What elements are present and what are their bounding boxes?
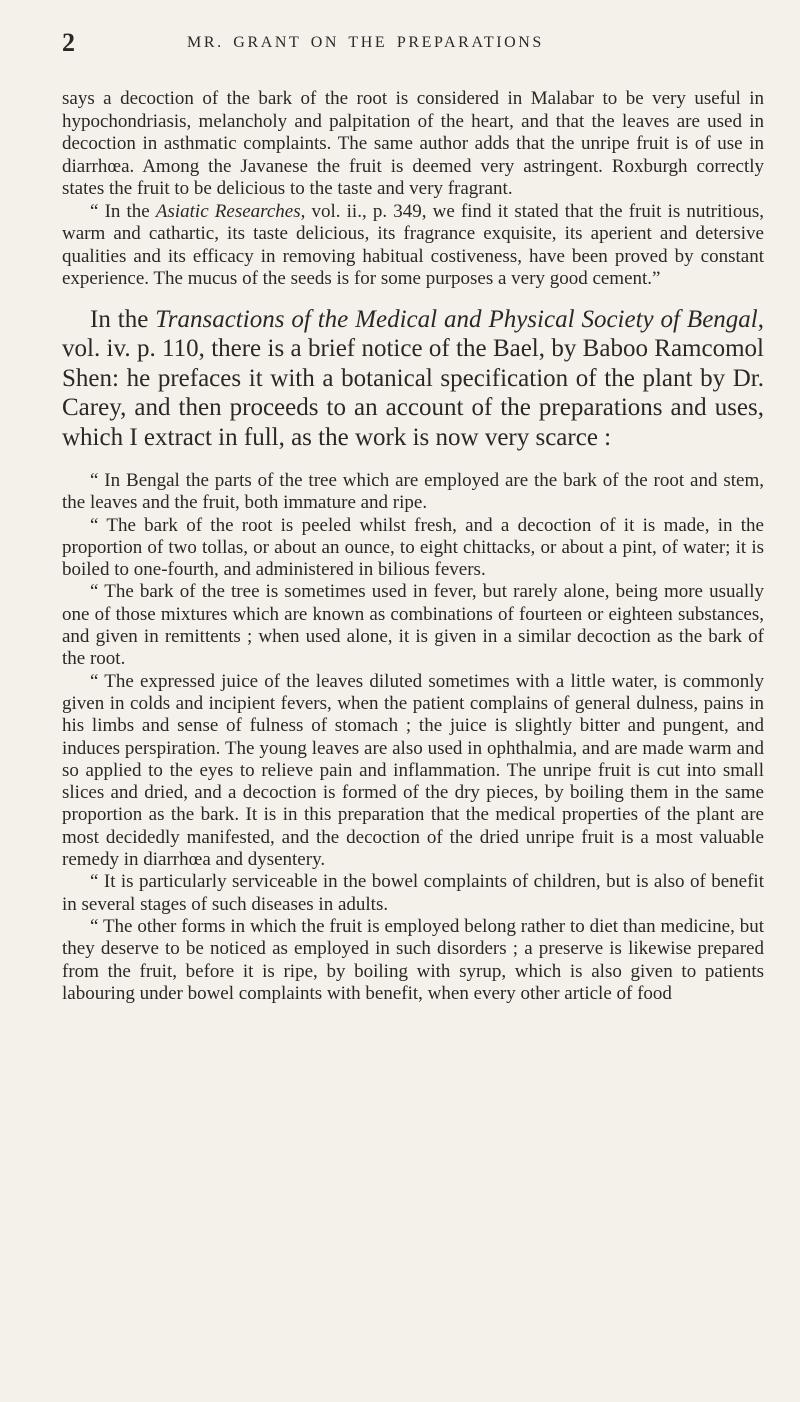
main-body: , vol. iv. p. 110, there is a brief notice of the Bael, by Baboo Ramcomol Shen: he prefaces it with a botanical specification of the plant by Dr. Carey, and then proceeds to an account of the preparations and uses, which I extract in full, as the work is now very scarce : xyxy=(62,305,764,451)
running-title: MR. GRANT ON THE PREPARATIONS xyxy=(187,34,544,51)
extract-paragraph: “ The other forms in which the fruit is employed belong rather to diet than medicine, but they deserve to be noticed as employed in such disorders ; a preserve is likewise prepared from the fruit, before it is ripe, by boiling with syrup, which is also given to patients labouring under bowel complaints with benefit, when every other article of food xyxy=(62,915,764,1004)
main-paragraph xyxy=(62,305,764,453)
quote-body: , vol. ii., p. 349, we find it stated that the fruit is nutritious, warm and cathartic, its taste delicious, its fragrance exquisite, its aperient and detersive qualities and its efficacy in removing habitual costiveness, have been proved by constant experience. The mucus of the seeds is for some purposes a very good cement.” xyxy=(62,200,764,289)
quote-lead: “ In the xyxy=(90,200,156,222)
extract-section xyxy=(62,470,764,1005)
asiatic-researches-quote xyxy=(62,201,764,291)
running-head xyxy=(62,28,764,58)
asiatic-researches-title: Asiatic Researches xyxy=(155,200,301,222)
page-number: 2 xyxy=(62,28,75,57)
extract-paragraph: “ The expressed juice of the leaves diluted sometimes with a little water, is commonly given in colds and incipient fevers, when the patient complains of general dulness, pains in his limbs and sense of fulness of stomach ; the juice is slightly bitter and pungent, and induces perspiration. The young leaves are also used in ophthalmia, and are made warm and so applied to the eyes to relieve pain and inflammation. The unripe fruit is cut into small slices and dried, and a decoction is formed of the dry pieces, by boiling them in the same proportion as the bark. It is in this preparation that the medical properties of the plant are most decidedly manifested, and the decoction of the dried unripe fruit is a most valuable remedy in diarrhœa and dysentery. xyxy=(62,670,764,871)
body-text xyxy=(62,88,764,1005)
extract-paragraph: “ It is particularly serviceable in the bowel complaints of children, but is also of benefit in several stages of such diseases in adults. xyxy=(62,871,764,915)
main-lead: In the xyxy=(90,305,156,333)
extract-paragraph: “ In Bengal the parts of the tree which are employed are the bark of the root and stem, the leaves and the fruit, both immature and ripe. xyxy=(62,470,764,514)
extract-paragraph: “ The bark of the tree is sometimes used in fever, but rarely alone, being more usually one of those mixtures which are known as combinations of fourteen or eighteen substances, and given in remittents ; when used alone, it is given in a similar decoction as the bark of the root. xyxy=(62,581,764,670)
transactions-title: Transactions of the Medical and Physical Society of Bengal xyxy=(155,305,758,333)
intro-paragraph: says a decoction of the bark of the root is considered in Malabar to be very useful in hypochondriasis, melancholy and palpitation of the heart, and that the leaves are used in decoction in asthmatic complaints. The same author adds that the unripe fruit is of use in diarrhœa. Among the Javanese the fruit is deemed very astringent. Roxburgh correctly states the fruit to be delicious to the taste and very fragrant. xyxy=(62,88,764,199)
extract-paragraph: “ The bark of the root is peeled whilst fresh, and a decoction of it is made, in the proportion of two tollas, or about an ounce, to eight chittacks, or about a pint, of water; it is boiled to one-fourth, and administered in bilious fevers. xyxy=(62,514,764,581)
